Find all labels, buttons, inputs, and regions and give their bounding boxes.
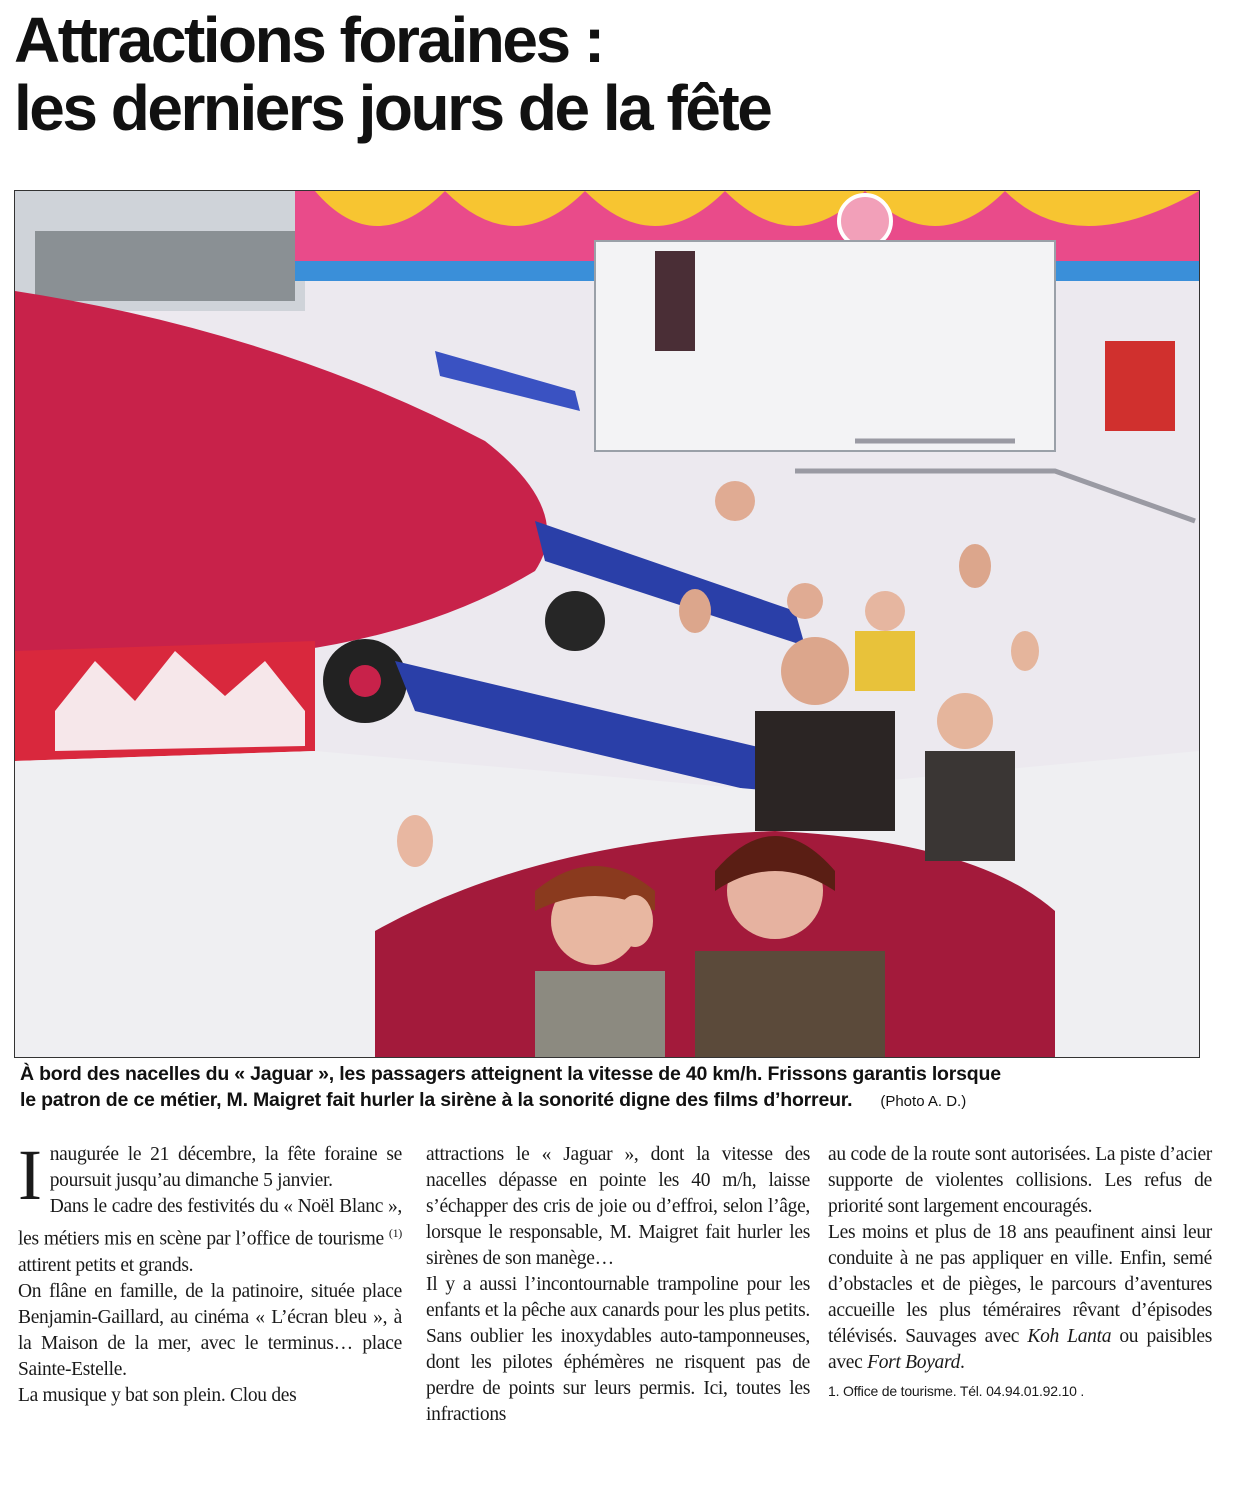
paragraph: au code de la route sont autorisées. La piste d’acier supporte de violentes collisions. Les refus de priorité sont largement encouragés.: [828, 1144, 1212, 1217]
article-column-2: [426, 1142, 810, 1428]
paragraph: [828, 1220, 1212, 1376]
rider-back-face: [715, 481, 755, 521]
boy-coat: [925, 751, 1015, 861]
raised-hand-3: [959, 544, 991, 588]
headline-line-2: les derniers jours de la fête: [14, 72, 771, 144]
tv-show-title: Fort Boyard: [867, 1352, 961, 1373]
girl-yellow-face: [865, 591, 905, 631]
photo-caption: [20, 1061, 1210, 1115]
article-column-1: [18, 1135, 402, 1409]
rider-middle-face: [787, 583, 823, 619]
paragraph: La musique y bat son plein. Clou des: [18, 1384, 297, 1406]
caption-line-2: [20, 1087, 1210, 1115]
girl-yellow-coat: [855, 631, 915, 691]
man-face: [781, 637, 849, 705]
mountain-decor: [55, 651, 305, 751]
headline-line-1: Attractions foraines :: [14, 4, 603, 76]
photo-illustration: [15, 191, 1199, 1057]
article-body: [18, 1135, 1213, 1497]
drop-cap: I: [18, 1135, 42, 1215]
caption-line-1: À bord des nacelles du « Jaguar », les passagers atteignent la vitesse de 40 km/h. Frissons garantis lorsque: [20, 1063, 1001, 1085]
photo-credit: (Photo A. D.): [880, 1093, 967, 1110]
paragraph: attractions le « Jaguar », dont la vitesse des nacelles dépasse en pointe les 40 m/h, laisse s’échapper des cris de joie ou d’effroi, selon l’âge, lorsque le responsable, M. Maigret fait hurler les sirènes de son manège…: [426, 1144, 810, 1269]
wheel-hub: [349, 665, 381, 697]
paragraph-text: .: [960, 1352, 965, 1373]
headline: [14, 6, 1214, 142]
tv-show-title: Koh Lanta: [1027, 1326, 1112, 1347]
caption-line-2-text: le patron de ce métier, M. Maigret fait hurler la sirène à la sonorité digne des films d’horreur.: [20, 1089, 853, 1111]
red-booth: [1105, 341, 1175, 431]
loudspeaker: [655, 251, 695, 351]
paragraph-text: Dans le cadre des festivités du « Noël Blanc », les métiers mis en scène par l’office de tourisme: [18, 1196, 402, 1250]
photo-fairground-ride: [14, 190, 1200, 1058]
man-coat: [755, 711, 895, 831]
woman-coat: [695, 951, 885, 1057]
paragraph-text: Les moins et plus de 18 ans peaufinent ainsi leur conduite à ne pas appliquer en ville. Enfin, semé d’obstacles et de pièges, le parcours d’aventures accueille les plus téméraires rêvant d’épisodes télévisés. Sauvages avec: [828, 1222, 1212, 1347]
footnote-marker: (1): [388, 1226, 402, 1240]
paragraph-text: ou paisibles avec: [828, 1326, 1212, 1373]
wheel-2: [545, 591, 605, 651]
paragraph-text: attirent petits et grands.: [18, 1254, 194, 1276]
raised-hand-5: [1011, 631, 1039, 671]
building: [35, 231, 295, 301]
paragraph: On flâne en famille, de la patinoire, située place Benjamin-Gaillard, au cinéma « L’écran bleu », à la Maison de la mer, avec le terminus… place Sainte-Estelle.: [18, 1280, 402, 1380]
raised-hand: [397, 815, 433, 867]
paragraph-text: naugurée le 21 décembre, la fête foraine se poursuit jusqu’au dimanche 5 janvier.: [49, 1144, 402, 1191]
child-coat: [535, 971, 665, 1057]
paragraph: [18, 1194, 402, 1279]
boy-face: [937, 693, 993, 749]
article-column-3: [828, 1142, 1212, 1402]
paragraph: Il y a aussi l’incontournable trampoline pour les enfants et la pêche aux canards pour les plus petits. Sans oublier les inoxydables auto-tamponneuses, dont les pilotes éphémères ne risquent pas de perdre de points sur leurs permis. Ici, toutes les infractions: [426, 1274, 810, 1425]
footnote: 1. Office de tourisme. Tél. 04.94.01.92.10 .: [828, 1383, 1085, 1399]
raised-hand-2: [617, 895, 653, 947]
canopy-light: [839, 195, 891, 247]
raised-hand-4: [679, 589, 711, 633]
paragraph: [18, 1135, 402, 1215]
